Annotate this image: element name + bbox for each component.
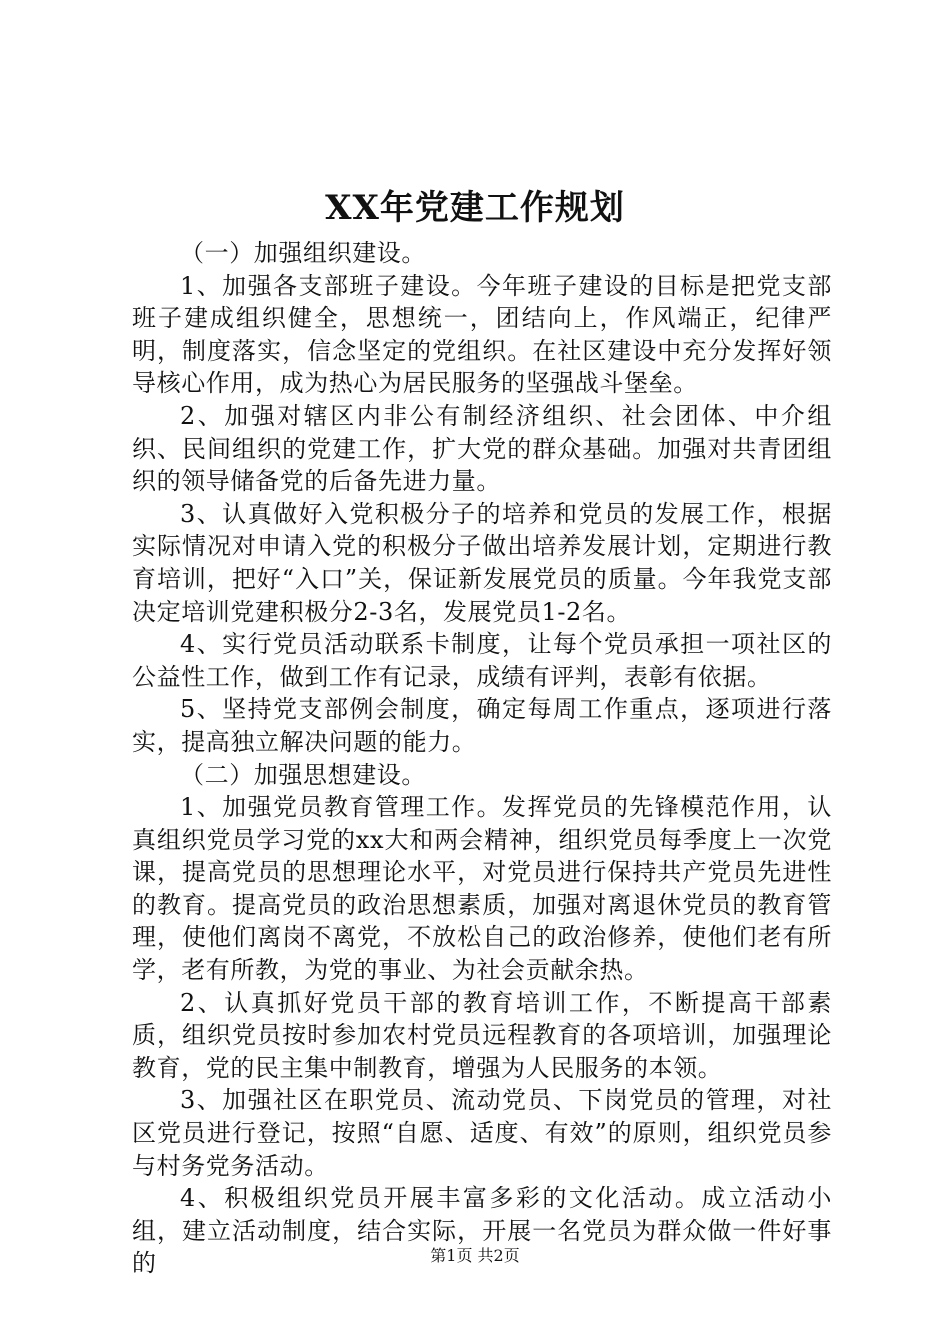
paragraph: 4、实行党员活动联系卡制度，让每个党员承担一项社区的公益性工作，做到工作有记录，成绩有评判，表彰有依据。 (132, 630, 832, 691)
paragraph: 4、积极组织党员开展丰富多彩的文化活动。成立活动小组，建立活动制度，结合实际，开展一名党员为群众做一件好事的 (132, 1184, 832, 1278)
paragraph: 5、坚持党支部例会制度，确定每周工作重点，逐项进行落实，提高独立解决问题的能力。 (132, 695, 832, 756)
document-body (132, 237, 832, 1280)
paragraph: 2、认真抓好党员干部的教育培训工作，不断提高干部素质，组织党员按时参加农村党员远程教育的各项培训，加强理论教育，党的民主集中制教育，增强为人民服务的本领。 (132, 988, 832, 1082)
paragraph: 3、加强社区在职党员、流动党员、下岗党员的管理，对社区党员进行登记，按照“自愿、适度、有效”的原则，组织党员参与村务党务活动。 (132, 1086, 832, 1180)
paragraph: 3、认真做好入党积极分子的培养和党员的发展工作，根据实际情况对申请入党的积极分子做出培养发展计划，定期进行教育培训，把好“入口”关，保证新发展党员的质量。今年我党支部决定培训党建积极分2-3名，发展党员1-2名。 (132, 499, 832, 626)
paragraph: （二）加强思想建设。 (180, 760, 426, 789)
paragraph: 1、加强党员教育管理工作。发挥党员的先锋模范作用，认真组织党员学习党的xx大和两会精神，组织党员每季度上一次党课，提高党员的思想理论水平，对党员进行保持共产党员先进性的教育。提高党员的政治思想素质，加强对离退休党员的教育管理，使他们离岗不离党，不放松自己的政治修养，使他们老有所学，老有所教，为党的事业、为社会贡献余热。 (132, 793, 832, 985)
page-footer: 第1页 共2页 (430, 1246, 520, 1265)
paragraph: （一）加强组织建设。 (180, 239, 426, 267)
paragraph: 2、加强对辖区内非公有制经济组织、社会团体、中介组织、民间组织的党建工作，扩大党的群众基础。加强对共青团组织的领导储备党的后备先进力量。 (132, 401, 832, 496)
document-title: XX年党建工作规划 (325, 188, 625, 228)
paragraph: 1、加强各支部班子建设。今年班子建设的目标是把党支部班子建成组织健全，思想统一，团结向上，作风端正，纪律严明，制度落实，信念坚定的党组织。在社区建设中充分发挥好领导核心作用，成为热心为居民服务的坚强战斗堡垒。 (132, 271, 832, 398)
